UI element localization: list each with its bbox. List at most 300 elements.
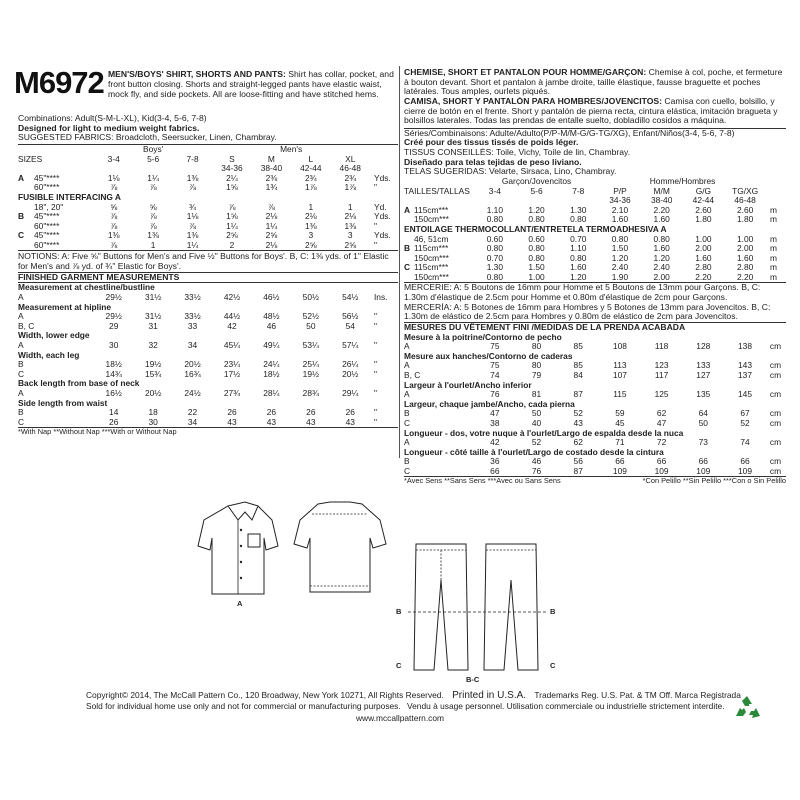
measurement-value: 38	[490, 418, 500, 428]
unit-label: "	[374, 240, 377, 250]
table-row	[404, 177, 786, 187]
unit-label: m	[770, 272, 777, 282]
measurements-table	[18, 283, 398, 427]
website[interactable]: www.mccallpattern.com	[356, 713, 444, 723]
yardage-value: ¾	[189, 202, 197, 212]
size-header: S	[229, 154, 235, 164]
view-label: A	[18, 340, 24, 350]
table-row	[18, 183, 398, 193]
unit-label: "	[373, 408, 377, 418]
table-row	[18, 312, 398, 322]
measurement-value: 29½	[105, 292, 122, 302]
section-heading: Longueur - dos, votre nuque à l'ourlet/Largo de espalda desde la nuca	[404, 428, 684, 438]
table-row	[404, 428, 786, 438]
yardage-value: 2.10	[611, 205, 629, 215]
spacer-cell	[370, 145, 398, 155]
view-label: A	[18, 173, 25, 183]
measurement-value: 59	[615, 409, 625, 419]
measurement-value: 18½	[105, 360, 122, 370]
unit-label: cm	[769, 418, 782, 428]
measurement-value: 113	[613, 361, 627, 371]
spacer-cell	[404, 177, 414, 187]
telas: TELAS SUGERIDAS: Velarte, Sirsaca, Lino, Chambray.	[404, 167, 617, 177]
yardage-value: 1⅛	[186, 212, 199, 222]
yardage-value: 1.00	[736, 234, 754, 244]
unit-label: cm	[769, 438, 782, 448]
measurement-value: 26	[306, 408, 316, 418]
unit-label: cm	[769, 361, 782, 371]
measurement-value: 109	[738, 466, 752, 476]
measurement-value: 33½	[184, 312, 201, 322]
yardage-value: 1	[308, 202, 314, 212]
size-subheader: 42-44	[692, 196, 715, 206]
unit-label: "	[373, 417, 377, 427]
yardage-value: ⅞	[228, 202, 236, 212]
table-row	[404, 225, 786, 235]
yardage-value: 1.90	[611, 272, 629, 282]
yardage-value: 1¼	[265, 221, 278, 231]
view-label	[404, 273, 414, 283]
unit-label: m	[770, 205, 777, 215]
yardage-value: 2⅛	[304, 212, 317, 222]
measurement-value: 25¼	[302, 360, 319, 370]
yardage-value: ⅞	[110, 183, 118, 193]
spacer-cell	[34, 164, 94, 174]
view-label: B	[404, 457, 410, 467]
table-row	[18, 322, 398, 332]
view-label	[18, 222, 34, 232]
shirt-front-drawing	[198, 502, 278, 594]
yardage-value: 2.20	[653, 205, 670, 215]
view-label: C	[18, 417, 25, 427]
label-a: A	[237, 599, 243, 608]
right-column	[404, 68, 786, 486]
table-row	[404, 333, 786, 343]
view-label: A	[18, 292, 24, 302]
table-row	[18, 350, 398, 360]
table-row	[18, 293, 398, 303]
measurement-value: 74	[490, 370, 500, 380]
yardage-value: 1⅜	[304, 221, 317, 231]
yardage-value: 1¾	[265, 183, 278, 193]
group-mens-label: Men's	[280, 144, 303, 154]
fabric-width: 115cm***	[414, 263, 449, 273]
size-subheader: 38-40	[650, 196, 673, 206]
section-heading: Width, lower edge	[18, 331, 90, 341]
finished-title: FINISHED GARMENT MEASUREMENTS	[18, 272, 180, 282]
desc-fr: Chemise à col, poche, et fermeture à bouton devant. Short et pantalon à jambe droite, taille élastique, fausse braguette et poches latérales. Tous amples, ourlets piqués.	[404, 68, 783, 97]
fabric-width: 150cm***	[414, 272, 449, 282]
fabric-width: 150cm***	[414, 215, 449, 225]
measurement-value: 128	[696, 342, 711, 352]
measurement-value: 117	[654, 370, 669, 380]
yardage-value: 1.20	[611, 253, 629, 263]
measurement-value: 30	[148, 417, 158, 427]
measurement-value: 50	[531, 409, 542, 419]
unit-label: cm	[769, 370, 782, 380]
fabric-width: 46, 51cm	[414, 234, 449, 244]
nap-notes-row	[404, 477, 786, 485]
measurement-value: 109	[654, 466, 669, 476]
table-row	[18, 145, 398, 155]
size-header: G/G	[695, 186, 712, 196]
fabric-width: 45"****	[34, 173, 60, 183]
yardage-value: ⅞	[189, 183, 197, 193]
measurement-value: 31½	[144, 292, 162, 302]
table-row	[404, 390, 786, 400]
table-row	[404, 206, 786, 216]
view-label	[404, 234, 414, 244]
yardage-value: 0.80	[570, 215, 587, 225]
yardage-value: 1	[347, 202, 353, 212]
measurement-value: 125	[654, 390, 669, 400]
unit-label: cm	[769, 342, 782, 352]
table-row	[18, 193, 398, 203]
measurement-value: 62	[573, 438, 583, 448]
size-header: 3-4	[107, 154, 120, 164]
measurement-value: 56	[573, 457, 583, 467]
unit-label: "	[374, 221, 377, 231]
measurement-value: 135	[696, 390, 711, 400]
measurement-value: 24½	[184, 388, 201, 398]
measurement-value: 74	[740, 438, 750, 448]
yardage-value: 1.20	[528, 205, 545, 215]
column-divider	[399, 66, 400, 458]
measurement-value: 26	[109, 417, 119, 427]
group-boys-label: Boys'	[143, 144, 164, 154]
description-es	[404, 97, 786, 126]
table-row	[18, 370, 398, 380]
section-heading: Measurement at hipline	[18, 302, 112, 312]
yardage-value: 2.60	[695, 205, 712, 215]
size-header: 5-6	[530, 186, 543, 196]
measurement-value: 43	[306, 417, 316, 427]
view-label	[404, 254, 414, 264]
table-row	[404, 352, 786, 362]
measurement-value: 29	[109, 321, 119, 331]
measurement-value: 138	[738, 342, 752, 352]
designed-note: Designed for light to medium weight fabrics.	[18, 123, 200, 133]
unit-label: "	[373, 369, 377, 379]
section-heading: ENTOILAGE THERMOCOLLANT/ENTRETELA TERMOADHESIVA A	[404, 224, 667, 234]
fabric-width: 45"****	[34, 231, 60, 241]
measurement-value: 46	[531, 457, 542, 467]
measurement-value: 50	[698, 418, 708, 428]
measurement-value: 76	[531, 466, 542, 476]
measurement-value: 75	[490, 361, 500, 371]
measurement-value: 115	[613, 390, 627, 400]
title-fr: CHEMISE, SHORT ET PANTALON POUR HOMME/GARÇON:	[404, 68, 647, 77]
unit-label: cm	[769, 466, 782, 476]
table-row	[404, 438, 786, 448]
measurement-value: 18½	[263, 369, 280, 379]
yardage-value: 0.80	[486, 215, 503, 225]
pants-illustration	[408, 540, 548, 680]
yardage-value: 1⅜	[107, 231, 120, 241]
measurements-table-fr	[404, 333, 786, 477]
yardage-value: 1.60	[611, 215, 629, 225]
yardage-table	[18, 145, 398, 251]
measurement-value: 66	[698, 457, 708, 467]
measurement-value: 107	[612, 370, 627, 380]
measurement-value: 54½	[342, 292, 359, 302]
unit-label: m	[770, 263, 777, 273]
cree-note: Créé pour des tissus tissés de poids léger.	[404, 138, 579, 148]
yardage-value: 2.60	[736, 205, 754, 215]
view-label: B	[404, 409, 410, 419]
yardage-value: 1¼	[186, 240, 199, 250]
fabric-width: 45"****	[34, 212, 60, 222]
yardage-value: ⅞	[149, 221, 157, 231]
copyright: Copyright© 2014, The McCall Pattern Co., 120 Broadway, New York 10271, All Rights Reserved.	[86, 690, 444, 700]
label-b-right: B	[550, 607, 556, 616]
measurement-value: 143	[738, 361, 752, 371]
table-row	[404, 457, 786, 467]
table-row	[18, 341, 398, 351]
unit-label: Yds.	[374, 173, 391, 183]
measurement-value: 45¼	[223, 340, 241, 350]
combinations: Combinations: Adult(S-M-L-XL), Kid(3-4, 5-6, 7-8)	[18, 114, 207, 123]
measurement-value: 29¼	[342, 388, 359, 398]
size-header: M/M	[653, 186, 670, 196]
measurement-value: 123	[654, 361, 669, 371]
measurement-value: 80	[531, 342, 542, 352]
measurement-value: 14¾	[105, 369, 122, 379]
yardage-value: 0.80	[486, 272, 503, 282]
measurement-value: 46½	[263, 292, 280, 302]
measurement-value: 30	[109, 340, 119, 350]
measurement-value: 19½	[302, 369, 319, 379]
spacer-cell	[18, 145, 34, 155]
section-heading: Mesure à la poitrine/Contorno de pecho	[404, 332, 562, 342]
measurement-value: 50½	[302, 292, 319, 302]
table-row	[18, 202, 398, 212]
yardage-value: 3	[347, 231, 353, 241]
table-row	[404, 215, 786, 225]
shirt-illustration	[190, 498, 410, 618]
yardage-value: 1.60	[570, 263, 587, 273]
yardage-value: 1.10	[486, 205, 503, 215]
measurement-value: 145	[738, 390, 752, 400]
size-header: XL	[345, 154, 356, 164]
measurement-value: 66	[490, 466, 500, 476]
view-label: B	[404, 244, 411, 254]
yardage-value: 0.80	[528, 244, 545, 254]
measurement-value: 26	[227, 408, 237, 418]
size-subheader: 34-36	[221, 164, 243, 174]
yardage-value: 0.60	[528, 234, 545, 244]
yardage-value: 1	[150, 240, 156, 250]
section-heading: Width, each leg	[18, 350, 80, 360]
size-header: P/P	[613, 186, 627, 196]
measurement-value: 31½	[144, 312, 162, 322]
yardage-value: 1.50	[611, 244, 629, 254]
yardage-value: 2¾	[344, 173, 357, 183]
table-row	[404, 419, 786, 429]
size-subheader: 42-44	[300, 164, 322, 174]
measurement-value: 76	[490, 390, 500, 400]
yardage-value: 2.00	[653, 272, 670, 282]
nap-note: *With Nap **Without Nap ***With or Without Nap	[18, 428, 177, 437]
unit-label: Yds.	[374, 212, 391, 222]
view-label: C	[404, 263, 411, 273]
yardage-value: 1.80	[736, 215, 754, 225]
measurement-value: 20½	[144, 388, 162, 398]
measurement-value: 53¼	[302, 340, 319, 350]
measurement-value: 34	[187, 340, 198, 350]
measurement-value: 18	[148, 408, 158, 418]
view-label: C	[404, 418, 411, 428]
pattern-number: M6972	[14, 65, 104, 100]
measurement-value: 17½	[223, 369, 241, 379]
measurement-value: 32	[148, 340, 158, 350]
spacer-cell	[18, 164, 34, 174]
fabric-width: 60"****	[34, 183, 60, 193]
size-header: TG/XG	[732, 186, 759, 196]
measurement-value: 52½	[302, 312, 319, 322]
yardage-value: 1¼	[147, 173, 159, 183]
notions: NOTIONS: A: Five ⅝" Buttons for Men's and Five ½" Buttons for Boys'. B, C: 1⅜ yds. of 1" Elastic for Men's and ⅞ yd. of ¾" Elastic for Boys'.	[18, 252, 389, 272]
yardage-value: 2⅛	[344, 212, 357, 222]
fabric-width: 150cm***	[414, 253, 449, 263]
measurement-value: 42	[490, 438, 500, 448]
yardage-value: 2⅛	[265, 240, 278, 250]
measurement-value: 43	[345, 417, 355, 427]
yardage-value: ⅞	[267, 202, 275, 212]
measurement-value: 33½	[184, 292, 201, 302]
yardage-value: 1.60	[653, 244, 670, 254]
yardage-value: 2.20	[736, 272, 754, 282]
group-boys-label: Garçon/Jovencitos	[501, 176, 572, 186]
section-heading: Mesure aux hanches/Contorno de caderas	[404, 351, 573, 361]
view-label: A	[18, 388, 24, 398]
measurement-value: 28¾	[302, 388, 319, 398]
yardage-value: 1.60	[695, 253, 712, 263]
table-row	[404, 196, 786, 206]
desc-es: Camisa con cuello, bolsillo, y cierre de botón en el frente. Short y pantalón de pierna recta, cintura elástica, imitación bragueta y bolsillos laterales. Todas las prendas de entalle suelto, dobladillo cosidos a máquina.	[404, 96, 778, 126]
title-es: CAMISA, SHORT Y PANTALÓN PARA HOMBRES/JOVENCITOS:	[404, 96, 662, 106]
yardage-value: 1.20	[570, 272, 587, 282]
measurement-value: 127	[696, 370, 711, 380]
table-row	[404, 381, 786, 391]
measurement-value: 84	[573, 370, 583, 380]
yardage-value: ⅞	[110, 212, 118, 222]
yardage-value: 2⅝	[265, 231, 278, 241]
measurement-value: 26	[345, 408, 355, 418]
label-c-right: C	[550, 661, 556, 670]
section-heading: Back length from base of neck	[18, 379, 140, 389]
disenado-note: Diseñado para telas tejidas de peso liviano.	[404, 157, 582, 167]
unit-label: m	[770, 253, 777, 263]
measurement-value: 79	[531, 370, 542, 380]
spacer-cell	[766, 196, 786, 206]
table-row	[404, 254, 786, 264]
unit-label: cm	[769, 457, 782, 467]
measurement-value: 49¼	[263, 340, 280, 350]
spacer-cell	[766, 186, 786, 196]
pants-back-drawing	[484, 544, 538, 670]
yardage-value: 2	[229, 240, 235, 250]
yardage-value: 2⅝	[304, 240, 317, 250]
fabric-width: 60"****	[34, 221, 60, 231]
unit-label: Yds.	[374, 231, 391, 241]
measurement-value: 72	[656, 438, 667, 448]
yardage-value: 1⅜	[147, 231, 159, 241]
label-b-left: B	[396, 607, 402, 616]
measurement-value: 54	[345, 321, 355, 331]
table-row	[18, 331, 398, 341]
size-subheader: 46-48	[734, 196, 756, 206]
size-header: 7-8	[572, 186, 585, 196]
measurement-value: 66	[740, 457, 750, 467]
sizes-label: TAILLES/TALLAS	[404, 186, 470, 196]
measurement-value: 71	[615, 438, 625, 448]
size-subheader: 38-40	[260, 164, 283, 174]
footer-line-1	[86, 690, 741, 701]
view-label: B, C	[404, 370, 421, 380]
description-en	[108, 70, 398, 100]
measurement-value: 87	[573, 466, 583, 476]
yardage-value: 0.80	[570, 253, 587, 263]
yardage-value: 0.80	[611, 234, 629, 244]
measurement-value: 87	[573, 390, 583, 400]
footer-line-2	[86, 702, 725, 711]
measurement-value: 118	[654, 342, 669, 352]
yardage-value: 0.80	[653, 234, 670, 244]
unit-label: "	[373, 360, 377, 370]
unit-label: "	[373, 312, 377, 322]
yardage-value: 2.40	[653, 263, 670, 273]
measurement-value: 66	[615, 457, 625, 467]
yardage-value: 0.80	[528, 253, 545, 263]
yardage-value: 1¼	[226, 221, 238, 231]
measurement-value: 109	[696, 466, 711, 476]
yardage-value: 2.80	[695, 263, 712, 273]
nap-note-fr: *Avec Sens **Sans Sens ***Avec ou Sans Sens	[404, 476, 561, 486]
table-row	[18, 283, 398, 293]
measurement-value: 15¾	[144, 369, 162, 379]
yardage-value: 2.40	[611, 263, 629, 273]
yardage-value: 2.20	[695, 272, 712, 282]
section-heading: FUSIBLE INTERFACING A	[18, 192, 121, 202]
sold-en: Sold for individual home use only and not for commercial or manufacturing purposes.	[86, 701, 401, 711]
view-label	[404, 215, 414, 225]
yardage-value: 1.30	[570, 205, 587, 215]
size-subheader	[474, 196, 516, 206]
measurement-value: 52	[573, 409, 583, 419]
group-mens-label: Homme/Hombres	[649, 176, 716, 186]
suggested-fabrics: SUGGESTED FABRICS: Broadcloth, Seersucker, Linen, Chambray.	[18, 133, 277, 143]
spacer-cell	[370, 164, 398, 174]
yardage-value: 2⅝	[226, 231, 238, 241]
table-row	[404, 400, 786, 410]
measurement-value: 137	[738, 370, 752, 380]
measurement-value: 133	[696, 361, 711, 371]
fabric-width: 115cm***	[414, 205, 449, 215]
measurement-value: 43	[266, 417, 277, 427]
yardage-value: 1⅞	[344, 183, 357, 193]
yardage-value: 0.70	[486, 253, 503, 263]
measurement-value: 22	[187, 408, 198, 418]
yardage-value: ⅞	[110, 240, 118, 250]
yardage-value: 0.70	[570, 234, 587, 244]
yardage-value: 1.10	[570, 244, 587, 254]
title-en: MEN'S/BOYS' SHIRT, SHORTS AND PANTS:	[108, 69, 286, 79]
measurement-value: 43	[227, 417, 237, 427]
series: Séries/Combinaisons: Adulte/Adulto(P/P-M/M-G/G-TG/XG), Enfant/Niños(3-4, 5-6, 7-8)	[404, 128, 735, 138]
yardage-value: 1⅝	[226, 212, 238, 222]
view-label: A	[404, 438, 410, 448]
